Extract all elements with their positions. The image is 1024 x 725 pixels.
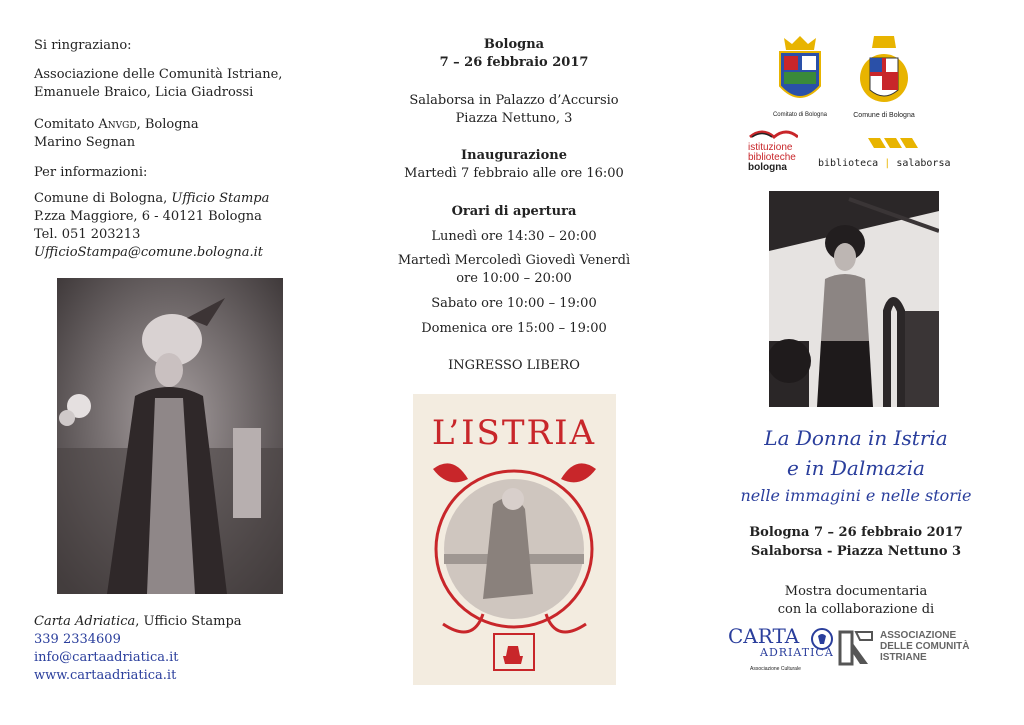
assoc-logo-line2: DELLE COMUNITÀ (880, 641, 970, 652)
comitato-crest-caption: Comitato di Bologna (772, 112, 828, 118)
thanks-people: Emanuele Braico, Licia Giadrossi (34, 85, 254, 100)
carta-logo-line2: ADRIATICA (760, 646, 834, 659)
venue-address: Piazza Nettuno, 3 (455, 111, 573, 126)
carta-logo-caption: Associazione Culturale (750, 666, 801, 672)
info-org: Comune di Bologna, (34, 191, 172, 206)
hours-sunday: Domenica ore 15:00 – 19:00 (421, 321, 607, 336)
woman-ship-photo (769, 191, 939, 407)
hours-heading: Orari di apertura (451, 204, 577, 219)
right-panel (688, 0, 1024, 725)
istituzione-line2: biblioteche (748, 152, 796, 163)
exhibit-type: Mostra documentaria (784, 584, 928, 599)
thanks-org: Associazione delle Comunità Istriane, (34, 67, 283, 82)
hours-midweek-days: Martedì Mercoledì Giovedì Venerdì (397, 253, 631, 268)
hours-monday: Lunedì ore 14:30 – 20:00 (431, 229, 597, 244)
entry-free: INGRESSO LIBERO (448, 358, 580, 373)
comitato-suffix: , Bologna (136, 117, 199, 132)
carta-logo-line1: CARTA (728, 624, 800, 648)
venue: Salaborsa in Palazzo d’Accursio (409, 93, 619, 108)
salaborsa-logo-salaborsa: salaborsa (896, 158, 951, 169)
dates-heading: 7 – 26 febbraio 2017 (439, 55, 589, 70)
istituzione-biblioteche-logo (748, 124, 818, 174)
contact-phone[interactable]: 339 2334609 (34, 632, 121, 647)
comitato-prefix: Comitato (34, 117, 99, 132)
comune-crest-logo (853, 34, 915, 120)
hours-saturday: Sabato ore 10:00 – 19:00 (431, 296, 597, 311)
salaborsa-logo-biblioteca: biblioteca (818, 158, 879, 169)
info-email[interactable]: UfficioStampa@comune.bologna.it (34, 245, 263, 260)
left-panel (0, 0, 340, 725)
comitato-person: Marino Segnan (34, 135, 136, 150)
istituzione-line3: bologna (748, 162, 787, 173)
inauguration-heading: Inaugurazione (461, 148, 567, 163)
contact-org-line (34, 613, 242, 631)
poster-title: L’ISTRIA (431, 413, 597, 453)
assoc-logo-line3: ISTRIANE (880, 652, 927, 663)
contact-role: , Ufficio Stampa (135, 614, 242, 629)
middle-panel (340, 0, 688, 725)
info-phone: Tel. 051 203213 (34, 227, 141, 242)
istituzione-line1: istituzione (748, 142, 793, 153)
info-address: P.zza Maggiore, 6 - 40121 Bologna (34, 209, 262, 224)
comitato-crest-logo (772, 34, 828, 120)
exhibit-subtitle: nelle immagini e nelle storie (740, 486, 972, 505)
salaborsa-logo (818, 134, 963, 174)
associazione-comunita-istriane-logo (838, 630, 978, 670)
thanks-heading: Si ringraziano: (34, 38, 132, 53)
contact-web[interactable]: www.cartaadriatica.it (34, 668, 177, 683)
portrait-photo (57, 278, 283, 594)
contact-email[interactable]: info@cartaadriatica.it (34, 650, 179, 665)
info-heading: Per informazioni: (34, 165, 148, 180)
carta-adriatica-logo (728, 624, 838, 682)
event-dates: Bologna 7 – 26 febbraio 2017 (749, 525, 963, 540)
assoc-logo-line1: ASSOCIAZIONE (880, 630, 957, 641)
exhibit-title-line2: e in Dalmazia (787, 456, 925, 480)
salaborsa-logo-text: biblioteca | salaborsa (818, 158, 951, 169)
info-office: Ufficio Stampa (171, 191, 270, 206)
hours-midweek-time: ore 10:00 – 20:00 (456, 271, 572, 286)
info-org-line (34, 190, 269, 208)
collaboration-line: con la collaborazione di (777, 602, 935, 617)
contact-org: Carta Adriatica (34, 614, 136, 629)
comitato-line (34, 116, 199, 134)
exhibit-title-line1: La Donna in Istria (764, 426, 948, 450)
istria-poster (413, 394, 616, 685)
comitato-abbr: Anvgd (98, 117, 137, 132)
city-heading: Bologna (483, 37, 545, 52)
comune-crest-caption: Comune di Bologna (853, 112, 915, 119)
event-venue: Salaborsa - Piazza Nettuno 3 (750, 544, 962, 559)
inauguration-when: Martedì 7 febbraio alle ore 16:00 (404, 166, 624, 181)
